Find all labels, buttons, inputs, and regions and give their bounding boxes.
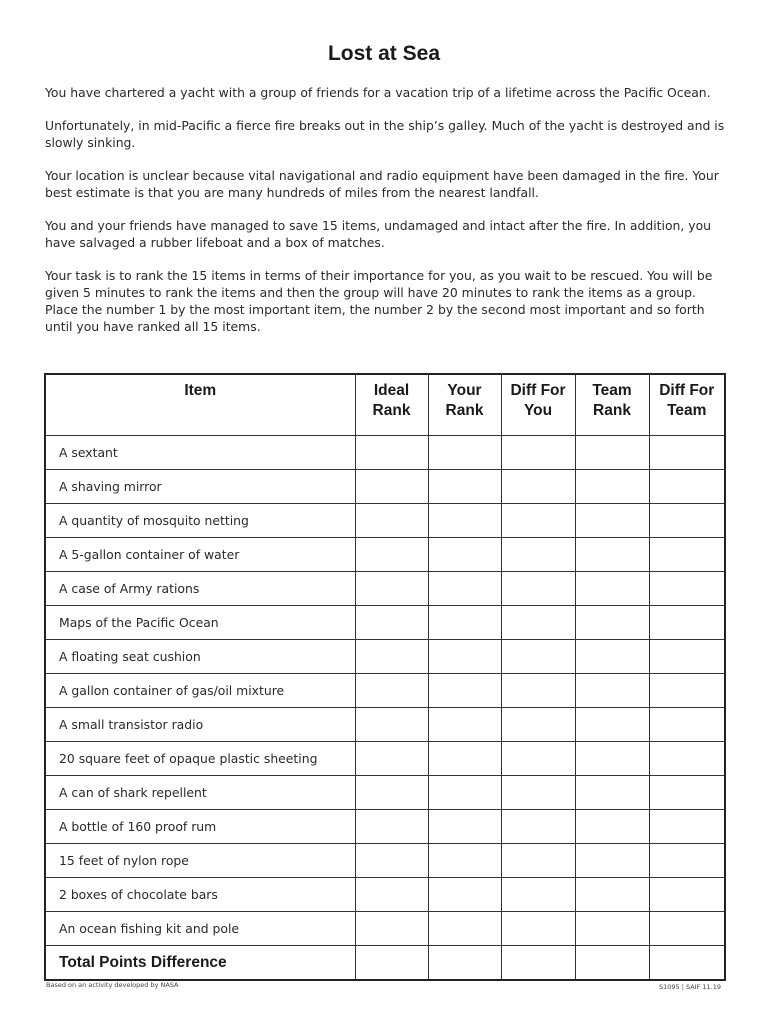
intro-paragraph: Your location is unclear because vital navigational and radio equipment have been damaged in the fire. Your best estimate is that you are many hundreds of miles from the nearest landfall. (45, 168, 719, 200)
item-name: A shaving mirror (45, 470, 355, 504)
table-header-row (45, 374, 725, 436)
header-item: Item (45, 374, 355, 436)
ideal-rank-cell[interactable] (355, 538, 428, 572)
header-diff-for-you: Diff For You (501, 374, 575, 436)
total-diff-team-cell[interactable] (649, 946, 725, 981)
your-rank-cell[interactable] (428, 640, 501, 674)
team-rank-cell[interactable] (575, 810, 649, 844)
item-name: 20 square feet of opaque plastic sheeting (45, 742, 355, 776)
ideal-rank-cell[interactable] (355, 878, 428, 912)
table-row (45, 470, 725, 504)
diff-you-cell[interactable] (501, 674, 575, 708)
ideal-rank-cell[interactable] (355, 436, 428, 470)
item-name: A 5-gallon container of water (45, 538, 355, 572)
diff-you-cell[interactable] (501, 878, 575, 912)
ideal-rank-cell[interactable] (355, 810, 428, 844)
team-rank-cell[interactable] (575, 912, 649, 946)
footer-credit: Based on an activity developed by NASA (46, 981, 179, 989)
diff-you-cell[interactable] (501, 572, 575, 606)
header-team-rank: Team Rank (575, 374, 649, 436)
table-row (45, 708, 725, 742)
diff-team-cell[interactable] (649, 674, 725, 708)
your-rank-cell[interactable] (428, 708, 501, 742)
diff-team-cell[interactable] (649, 640, 725, 674)
diff-team-cell[interactable] (649, 810, 725, 844)
diff-you-cell[interactable] (501, 912, 575, 946)
item-name: 15 feet of nylon rope (45, 844, 355, 878)
team-rank-cell[interactable] (575, 436, 649, 470)
your-rank-cell[interactable] (428, 606, 501, 640)
item-name: A case of Army rations (45, 572, 355, 606)
diff-you-cell[interactable] (501, 538, 575, 572)
diff-you-cell[interactable] (501, 470, 575, 504)
diff-you-cell[interactable] (501, 742, 575, 776)
intro-paragraph: You have chartered a yacht with a group of friends for a vacation trip of a lifetime across the Pacific Ocean. (45, 85, 711, 100)
total-diff-you-cell[interactable] (501, 946, 575, 981)
ideal-rank-cell[interactable] (355, 708, 428, 742)
item-name: 2 boxes of chocolate bars (45, 878, 355, 912)
your-rank-cell[interactable] (428, 436, 501, 470)
diff-you-cell[interactable] (501, 776, 575, 810)
item-name: A sextant (45, 436, 355, 470)
item-name: A gallon container of gas/oil mixture (45, 674, 355, 708)
team-rank-cell[interactable] (575, 708, 649, 742)
diff-team-cell[interactable] (649, 504, 725, 538)
table-row (45, 810, 725, 844)
team-rank-cell[interactable] (575, 504, 649, 538)
intro-paragraph: Your task is to rank the 15 items in terms of their importance for you, as you wait to be rescued. You will be given 5 minutes to rank the items and then the group will have 20 minutes to rank the items as a group. Place the number 1 by the most important item, the number 2 by the second most important and so forth until you have ranked all 15 items. (45, 268, 713, 334)
team-rank-cell[interactable] (575, 470, 649, 504)
total-your-rank-cell[interactable] (428, 946, 501, 981)
team-rank-cell[interactable] (575, 640, 649, 674)
diff-team-cell[interactable] (649, 538, 725, 572)
your-rank-cell[interactable] (428, 470, 501, 504)
total-label: Total Points Difference (45, 946, 355, 981)
diff-team-cell[interactable] (649, 878, 725, 912)
ideal-rank-cell[interactable] (355, 640, 428, 674)
ideal-rank-cell[interactable] (355, 606, 428, 640)
item-name: Maps of the Pacific Ocean (45, 606, 355, 640)
your-rank-cell[interactable] (428, 572, 501, 606)
ideal-rank-cell[interactable] (355, 912, 428, 946)
team-rank-cell[interactable] (575, 844, 649, 878)
diff-you-cell[interactable] (501, 504, 575, 538)
total-row (45, 946, 725, 981)
table-row (45, 878, 725, 912)
team-rank-cell[interactable] (575, 742, 649, 776)
item-name: A quantity of mosquito netting (45, 504, 355, 538)
total-team-rank-cell[interactable] (575, 946, 649, 981)
header-your-rank: Your Rank (428, 374, 501, 436)
diff-team-cell[interactable] (649, 436, 725, 470)
diff-team-cell[interactable] (649, 572, 725, 606)
ideal-rank-cell[interactable] (355, 470, 428, 504)
footer-code: S1095 | SAIF 11.19 (659, 983, 722, 991)
diff-you-cell[interactable] (501, 810, 575, 844)
your-rank-cell[interactable] (428, 844, 501, 878)
diff-team-cell[interactable] (649, 912, 725, 946)
table-row (45, 912, 725, 946)
intro-paragraph: You and your friends have managed to save 15 items, undamaged and intact after the fire. In addition, you have salvaged a rubber lifeboat and a box of matches. (45, 218, 712, 250)
diff-team-cell[interactable] (649, 844, 725, 878)
diff-you-cell[interactable] (501, 844, 575, 878)
team-rank-cell[interactable] (575, 538, 649, 572)
item-name: An ocean fishing kit and pole (45, 912, 355, 946)
item-name: A can of shark repellent (45, 776, 355, 810)
table-row (45, 674, 725, 708)
your-rank-cell[interactable] (428, 776, 501, 810)
ideal-rank-cell[interactable] (355, 674, 428, 708)
page-title: Lost at Sea (327, 42, 441, 65)
team-rank-cell[interactable] (575, 776, 649, 810)
ideal-rank-cell[interactable] (355, 742, 428, 776)
ideal-rank-cell[interactable] (355, 844, 428, 878)
diff-you-cell[interactable] (501, 436, 575, 470)
team-rank-cell[interactable] (575, 606, 649, 640)
ideal-rank-cell[interactable] (355, 776, 428, 810)
your-rank-cell[interactable] (428, 810, 501, 844)
diff-team-cell[interactable] (649, 606, 725, 640)
table-row (45, 640, 725, 674)
diff-team-cell[interactable] (649, 776, 725, 810)
header-diff-for-team: Diff For Team (649, 374, 725, 436)
intro-paragraph: Unfortunately, in mid-Pacific a fierce fire breaks out in the ship’s galley. Much of the yacht is destroyed and is slowly sinking. (45, 118, 725, 150)
your-rank-cell[interactable] (428, 538, 501, 572)
total-ideal-cell[interactable] (355, 946, 428, 981)
diff-team-cell[interactable] (649, 470, 725, 504)
table-row (45, 538, 725, 572)
table-row (45, 504, 725, 538)
your-rank-cell[interactable] (428, 912, 501, 946)
ideal-rank-cell[interactable] (355, 504, 428, 538)
table-row (45, 742, 725, 776)
ranking-table (44, 373, 726, 981)
team-rank-cell[interactable] (575, 878, 649, 912)
table-row (45, 844, 725, 878)
table-row (45, 606, 725, 640)
item-name: A bottle of 160 proof rum (45, 810, 355, 844)
header-ideal-rank: Ideal Rank (355, 374, 428, 436)
item-name: A small transistor radio (45, 708, 355, 742)
diff-you-cell[interactable] (501, 606, 575, 640)
table-row (45, 436, 725, 470)
diff-you-cell[interactable] (501, 708, 575, 742)
team-rank-cell[interactable] (575, 572, 649, 606)
your-rank-cell[interactable] (428, 878, 501, 912)
your-rank-cell[interactable] (428, 674, 501, 708)
diff-team-cell[interactable] (649, 708, 725, 742)
table-row (45, 776, 725, 810)
diff-team-cell[interactable] (649, 742, 725, 776)
team-rank-cell[interactable] (575, 674, 649, 708)
item-name: A floating seat cushion (45, 640, 355, 674)
table-row (45, 572, 725, 606)
your-rank-cell[interactable] (428, 504, 501, 538)
ideal-rank-cell[interactable] (355, 572, 428, 606)
your-rank-cell[interactable] (428, 742, 501, 776)
diff-you-cell[interactable] (501, 640, 575, 674)
intro-text (45, 84, 725, 351)
